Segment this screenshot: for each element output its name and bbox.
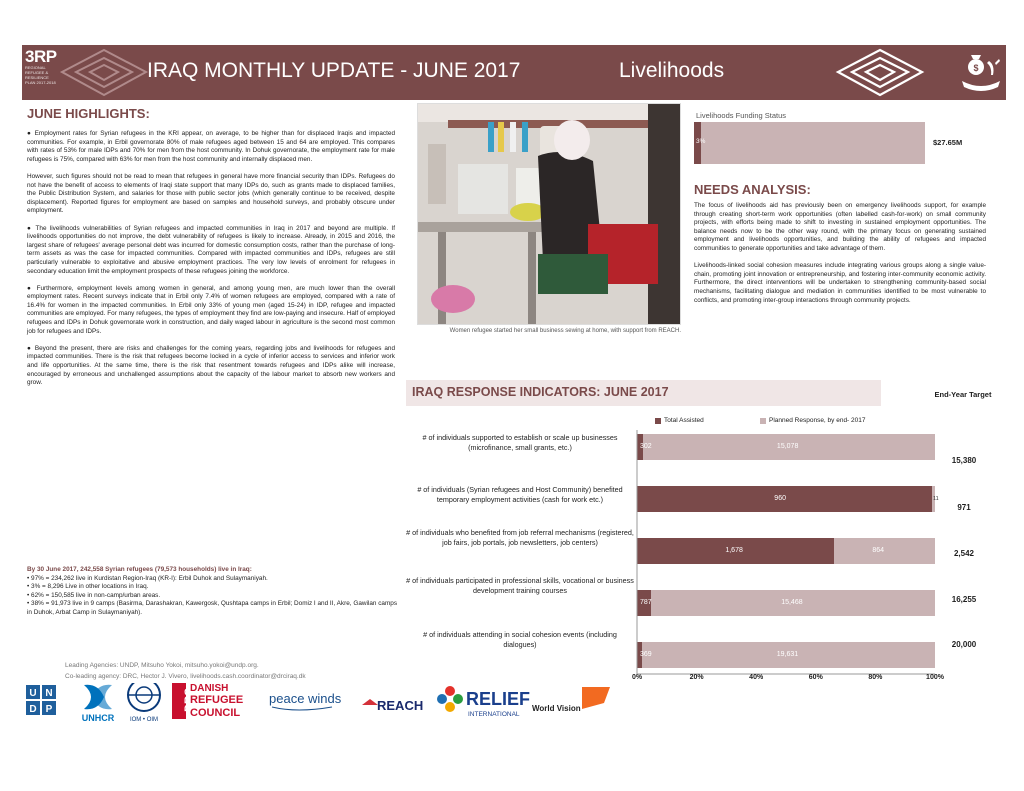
x-axis-tick: 80% [868, 674, 883, 681]
legend-planned-label: Planned Response, by end- 2017 [769, 417, 866, 424]
funding-amount: $27.65M [933, 138, 963, 147]
needs-paragraph: Livelihoods-linked social cohesion measures include integrating various groups along a single value-chain, promoting joint innovation or entrepreneurship, and fostering inter-community economic activity. Furthermore, the direct interventions will be undertaken to strengthening community-based social mechanisms, facilitating dialogue and mediation in communities identified to be most vulnerable to conflicts, and promoting inter-group interactions through community projects. [694, 262, 986, 304]
svg-text:DANISH: DANISH [190, 683, 229, 694]
bar-total-value: 787 [640, 599, 652, 606]
needs-analysis-body [694, 202, 986, 314]
highlight-paragraph: ● Furthermore, employment levels among women in general, and among young men, are much lower than the overall employment rates. Recent surveys indicate that in Erbil only 7.4% of women refugees are employed, compared with a rate of 16.4% for women in the impacted communities. In Erbil only 33% of young men (aged 15-24) in IDP, refugee and impacted communities are employed. For many refugees, the types of employment they find are low-paying and insecure. Half of employed refugees and IDPs in Dohuk governorate work in construction, and daily waged labour in agriculture is the second most common job for refugees and IDPs. [27, 284, 395, 335]
indicator-label: # of individuals who benefited from job referral mechanisms (registered, job fairs, job portals, job newsletters, job centers) [406, 528, 634, 547]
svg-text:COUNCIL: COUNCIL [190, 707, 241, 719]
funding-bar [694, 122, 925, 164]
stats-intro: By 30 June 2017, 242,558 Syrian refugees (79,573 households) live in Iraq: [27, 566, 252, 573]
relief-international-logo [437, 686, 530, 718]
end-year-target-value: 20,000 [951, 640, 977, 649]
ornament-left-icon [58, 47, 150, 98]
refugee-stats [27, 566, 402, 618]
highlight-paragraph: However, such figures should not be read to mean that refugees in general have more financial security than IDPs. Refugees do not have the benefit of access to elements of Iraqi state support that many IDPs do, such as grants made to displaced families, the Public Distribution System, and salaries for those with public sector jobs (which generally continue to be received, despite displacement). Reported figures for employment are based on samples and household surveys, and probably obscure under employment. [27, 172, 395, 215]
legend-planned-swatch [760, 418, 766, 424]
svg-text:DRC: DRC [183, 688, 195, 712]
indicator-label: # of individuals (Syrian refugees and Host Community) benefited temporary employment activities (cash for work etc.) [417, 485, 623, 504]
svg-text:U: U [29, 688, 37, 699]
stats-item: • 38% = 91,973 live in 9 camps (Basirma, Darashakran, Kawergosk, Qushtapa camps in Erbil; Domiz I and II, Akre, Gawilan camps in Duhok, Arbat Camp in Sulaymaniyah). [27, 600, 398, 616]
x-axis-tick: 60% [808, 674, 823, 681]
reach-text: REACH [377, 698, 424, 713]
x-axis-tick: 0% [631, 674, 643, 681]
x-axis-tick: 40% [749, 674, 764, 681]
bar-total-value: 302 [640, 443, 652, 450]
livelihoods-sector-icon [957, 47, 1005, 97]
end-year-target-value: 15,380 [951, 456, 977, 465]
bar-total-value: 1,678 [725, 547, 743, 554]
indicator-label: # of individuals supported to establish or scale up businesses (microfinance, small grants, etc.) [422, 433, 618, 452]
sewing-photo-illustration [418, 104, 681, 325]
partner-logos [22, 683, 622, 741]
bar-planned-value: 19,631 [776, 651, 799, 658]
end-year-target-value: 971 [957, 503, 971, 512]
indicator-label: # of individuals participated in professional skills, vocational or business development training courses [406, 576, 634, 595]
stats-item: • 3% = 8,296 Live in other locations in Iraq. [27, 583, 149, 591]
end-year-target-label: End-Year Target [934, 390, 992, 399]
highlight-paragraph: ● Employment rates for Syrian refugees in the KRI appear, on average, to be higher than for displaced Iraqis and impacted communities. For example, in Erbil governorate 80% of male refugees aged between 15 and 64 are employed. This compares with rates of 53% for male IDPs and 70% for men from the host community. In Dohuk governorate, the employment rate for male refugees is 75%, compared with 63% for men from the host community and internally displaced men. [27, 130, 395, 163]
legend-planned [760, 417, 866, 424]
bar-planned-value: 15,468 [781, 599, 803, 606]
peace-winds-text: peace winds [269, 691, 342, 706]
highlight-paragraph: ● Beyond the present, there are risks and challenges for the coming years, regarding jobs and livelihoods for refugees and impacted communities. There is the risk that refugees become locked in a cycle of inferior access to services and inferior work and life opportunities. At the same time, there is the risk that resentment towards refugees and IDPs alike will increase, encouraged by erroneous and unchallenged assumptions about the capacity of the labour market to absorb new workers and grow. [27, 344, 395, 387]
svg-text:D: D [29, 704, 37, 715]
svg-text:N: N [45, 688, 53, 699]
ornament-right-icon [834, 47, 926, 98]
3rp-logo-subtext: REGIONAL REFUGEE & RESILIENCE PLAN 2017-2018 [25, 65, 56, 85]
header-banner [22, 45, 1006, 100]
funding-status-label: Livelihoods Funding Status [696, 111, 787, 120]
bar-total-value: 369 [640, 651, 652, 658]
unhcr-logo [82, 685, 115, 723]
highlight-paragraph: ● The livelihoods vulnerabilities of Syrian refugees and impacted communities in Iraq in 2017 and beyond are multiple. If livelihoods opportunities do not improve, the debt vulnerability of refugees is likely to increase. Already, in 2015 and 2016, the largest share of refugees' average personal debt was incurred for domestic consumption costs, rather than the purchase of long-term assets as was the case for impacted communities. Compared with impacted communities and IDPs, refugees are still particularly vulnerable to exploitative and abusive employment practices. The very low levels of enrolment for refugees in secondary education limit the employment prospects of these refugees joining the workforce. [27, 224, 395, 275]
chart-axis-lines [636, 430, 936, 675]
indicators-title: IRAQ RESPONSE INDICATORS: JUNE 2017 [412, 385, 669, 399]
world-vision-logo [532, 687, 610, 713]
world-vision-text: World Vision [532, 704, 581, 713]
bar-planned-value: 864 [872, 547, 885, 554]
stats-item: • 97% = 234,262 live in Kurdistan Region-Iraq (KR-I): Erbil Duhok and Sulaymaniyah. [27, 574, 268, 582]
drc-logo [172, 683, 243, 719]
highlights-title: JUNE HIGHLIGHTS: [27, 106, 150, 121]
iom-text: IOM • OIM [129, 717, 159, 723]
iom-logo [128, 683, 160, 723]
funding-percent: 3% [696, 138, 706, 145]
indicator-label: # of individuals attending in social cohesion events (including dialogues) [423, 630, 617, 649]
relief-text: RELIEF [466, 689, 531, 709]
x-axis-tick: 100% [926, 674, 944, 681]
bar-total-value: 960 [774, 495, 786, 502]
stats-item: • 62% = 150,585 live in non-camp/urban areas. [27, 591, 161, 599]
partner-logo-strip [22, 683, 622, 741]
bar-planned-value: 15,078 [776, 443, 799, 450]
relief-sub-text: INTERNATIONAL [468, 711, 520, 718]
reach-logo [362, 698, 423, 713]
svg-text:P: P [45, 704, 53, 715]
lead-agency-line: Leading Agencies: UNDP, Mitsuho Yokoi, mitsuho.yokoi@undp.org. [65, 662, 259, 669]
needs-analysis-title: NEEDS ANALYSIS: [694, 182, 811, 197]
page-title: IRAQ MONTHLY UPDATE - JUNE 2017 [147, 59, 521, 82]
peace-winds-logo [269, 691, 342, 710]
3rp-logo-text: 3RP [25, 47, 57, 66]
undp-logo [26, 683, 56, 715]
photo-caption: Women refugee started her small business sewing at home, with support from REACH. [449, 328, 681, 334]
end-year-target-value: 2,542 [953, 549, 975, 558]
end-year-target-value: 16,255 [951, 595, 977, 604]
legend-total [655, 417, 704, 424]
legend-total-label: Total Assisted [664, 417, 704, 424]
bar-planned-value: 11 [933, 496, 939, 502]
sewing-photo [417, 103, 681, 325]
svg-text:REFUGEE: REFUGEE [190, 694, 244, 706]
legend-total-swatch [655, 418, 661, 424]
svg-text:$: $ [973, 63, 979, 73]
co-lead-agency-line: Co-leading agency: DRC, Hector J. Vivero, livelihoods.cash.coordinator@drciraq.dk [65, 673, 306, 680]
needs-paragraph: The focus of livelihoods aid has previously been on emergency livelihoods support, for example through creating short-term work opportunities (often labelled cash-for-work) on small community projects, with efforts being made to shift to investing in sustained employment opportunities. The balance needs now to be the other way round, with the primary focus on generating sustained employment and livelihoods opportunities, and building the ability of refugees and impacted communities to generate opportunities and take advantage of them. [694, 202, 986, 252]
highlights-body [27, 130, 395, 396]
x-axis-tick: 20% [689, 674, 704, 681]
agencies-contacts [65, 660, 306, 682]
sector-title: Livelihoods [619, 59, 725, 82]
unhcr-text: UNHCR [81, 713, 115, 723]
